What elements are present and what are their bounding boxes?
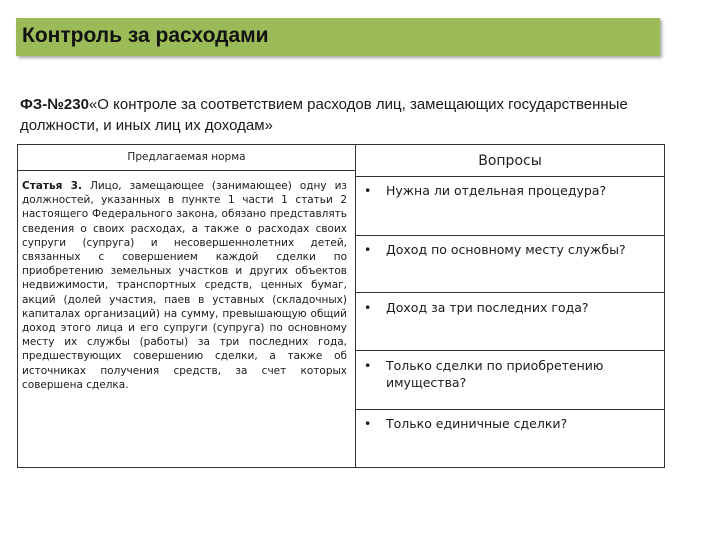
page-title: Контроль за расходами <box>22 24 269 47</box>
right-header-divider <box>355 176 665 177</box>
law-name: «О контроле за соответствием расходов лиц, замещающих государственные должности, и иных лиц их доходам» <box>20 96 628 134</box>
questions-header: Вопросы <box>478 153 542 169</box>
article-text <box>22 179 347 392</box>
column-divider <box>355 145 356 467</box>
bullet-icon: • <box>364 358 372 373</box>
article-body: Лицо, замещающее (занимающее) одну из должностей, указанных в пункте 1 части 1 статьи 2 настоящего Федерального закона, обязано представлять сведения о своих расходах, а также о расходах своих супруги (супруга) и несовершеннолетних детей, связанных с совершением каждой сделки по приобретению земельных участков и других объектов недвижимости, транспортных средств, ценных бумаг, акций (долей участия, паев в уставных (складочных) капиталах организаций) на сумму, превышающую общий доход этого лица и его супруги (супруга) по основному месту их службы (работы) за три последних года, предшествующих совершению сделки, а также об источниках получения средств, за счет которых совершена сделка. <box>22 180 347 391</box>
comparison-table <box>17 144 665 468</box>
bullet-icon: • <box>364 416 372 431</box>
question-text: Доход за три последних года? <box>386 300 589 315</box>
question-text: Доход по основному месту службы? <box>386 242 626 257</box>
bullet-icon: • <box>364 183 372 198</box>
question-text: Только сделки по приобретению имущества? <box>386 358 604 390</box>
bullet-icon: • <box>364 300 372 315</box>
row-divider-4 <box>355 409 665 410</box>
bullet-icon: • <box>364 242 372 257</box>
title-bar <box>16 18 660 56</box>
law-reference <box>20 94 690 136</box>
law-number: ФЗ-№230 <box>20 96 89 113</box>
article-label: Статья 3. <box>22 180 82 192</box>
question-text: Нужна ли отдельная процедура? <box>386 183 607 198</box>
left-header-divider <box>18 170 355 171</box>
proposed-norm-header: Предлагаемая норма <box>127 151 246 163</box>
row-divider-1 <box>355 235 665 236</box>
question-text: Только единичные сделки? <box>386 416 568 431</box>
row-divider-3 <box>355 350 665 351</box>
row-divider-2 <box>355 292 665 293</box>
